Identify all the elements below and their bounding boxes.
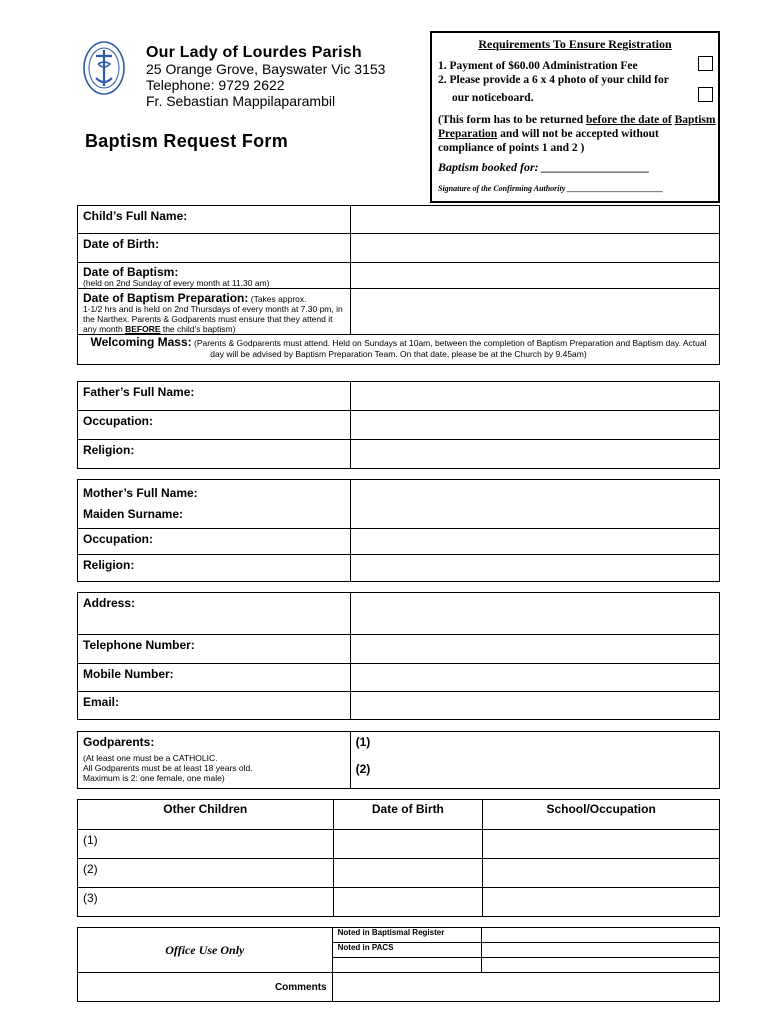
table-row[interactable]: (2) xyxy=(78,859,334,888)
noted-pacs-label: Noted in PACS xyxy=(332,943,482,958)
mother-religion-label: Religion: xyxy=(78,555,351,582)
email-field[interactable] xyxy=(350,692,719,720)
father-name-field[interactable] xyxy=(350,382,719,411)
father-religion-label: Religion: xyxy=(78,440,351,469)
child-section xyxy=(77,205,720,365)
mother-name-cell: Mother’s Full Name: Maiden Surname: xyxy=(78,480,351,529)
comments-field[interactable] xyxy=(332,973,719,1002)
requirement-fee: 1. Payment of $60.00 Administration Fee xyxy=(438,60,638,72)
mobile-label: Mobile Number: xyxy=(78,664,351,692)
contact-section xyxy=(77,592,720,720)
godparents-section xyxy=(77,731,720,789)
parish-address: 25 Orange Grove, Bayswater Vic 3153 xyxy=(146,61,386,77)
photo-checkbox[interactable] xyxy=(698,87,713,102)
table-cell[interactable] xyxy=(333,888,483,917)
table-cell[interactable] xyxy=(333,830,483,859)
parish-priest: Fr. Sebastian Mappilaparambil xyxy=(146,93,336,109)
child-dob-label: Date of Birth: xyxy=(78,234,351,263)
address-label: Address: xyxy=(78,593,351,635)
mother-section xyxy=(77,479,720,582)
requirements-box xyxy=(430,31,720,203)
parish-logo-icon xyxy=(82,40,126,96)
table-row[interactable]: (3) xyxy=(78,888,334,917)
mother-religion-field[interactable] xyxy=(350,555,719,582)
form-title: Baptism Request Form xyxy=(85,131,289,151)
godparents-fields[interactable]: (1) (2) xyxy=(350,732,719,789)
other-children-table xyxy=(77,799,720,917)
telephone-label: Telephone Number: xyxy=(78,635,351,664)
requirements-title: Requirements To Ensure Registration xyxy=(478,37,672,51)
office-blank[interactable] xyxy=(482,958,720,973)
requirement-photo-cont: our noticeboard. xyxy=(452,92,534,104)
table-row[interactable]: (1) xyxy=(78,830,334,859)
baptism-booked-for[interactable]: Baptism booked for: __________________ xyxy=(438,160,650,174)
office-blank[interactable] xyxy=(332,958,482,973)
baptism-date-cell: Date of Baptism: (held on 2nd Sunday of every month at 11.30 am) xyxy=(78,263,351,289)
welcoming-mass: Welcoming Mass: (Parents & Godparents must attend. Held on Sundays at 10am, between the completion of Baptism Preparation and Baptism day. Actual day will be advised by Baptism Preparation Team. On that date, please be at the Church by 9.45am) xyxy=(78,335,720,365)
father-occupation-field[interactable] xyxy=(350,411,719,440)
father-religion-field[interactable] xyxy=(350,440,719,469)
parish-telephone: Telephone: 9729 2622 xyxy=(146,77,285,93)
other-children-header: Other Children xyxy=(78,800,334,830)
table-cell[interactable] xyxy=(333,859,483,888)
mobile-field[interactable] xyxy=(350,664,719,692)
confirming-signature[interactable]: Signature of the Confirming Authority ________________________ xyxy=(438,184,664,193)
telephone-field[interactable] xyxy=(350,635,719,664)
email-label: Email: xyxy=(78,692,351,720)
table-cell[interactable] xyxy=(483,830,720,859)
child-name-field[interactable] xyxy=(350,206,719,234)
noted-register-label: Noted in Baptismal Register xyxy=(332,928,482,943)
school-header: School/Occupation xyxy=(483,800,720,830)
table-cell[interactable] xyxy=(483,888,720,917)
noted-pacs-field[interactable] xyxy=(482,943,720,958)
mother-occupation-label: Occupation: xyxy=(78,529,351,555)
prep-date-field[interactable] xyxy=(350,289,719,335)
child-name-label: Child’s Full Name: xyxy=(78,206,351,234)
noted-register-field[interactable] xyxy=(482,928,720,943)
fee-checkbox[interactable] xyxy=(698,56,713,71)
comments-label: Comments xyxy=(78,973,333,1002)
address-field[interactable] xyxy=(350,593,719,635)
mother-occupation-field[interactable] xyxy=(350,529,719,555)
godparents-cell: Godparents: (At least one must be a CATHOLIC. All Godparents must be at least 18 years old. Maximum is 2: one female, one male) xyxy=(78,732,351,789)
requirements-note: (This form has to be returned before the date of Baptism Preparation and will not be accepted without compliance of points 1 and 2 ) xyxy=(438,114,716,154)
table-cell[interactable] xyxy=(483,859,720,888)
prep-date-cell: Date of Baptism Preparation: (Takes approx. 1-1/2 hrs and is held on 2nd Thursdays of every month at 7.30 pm, in the Narthex. Parents & Godparents must ensure that they attend it any month BEFORE the child’s baptism) xyxy=(78,289,351,335)
office-use-label: Office Use Only xyxy=(78,928,333,973)
child-dob-field[interactable] xyxy=(350,234,719,263)
office-use-table xyxy=(77,927,720,1002)
mother-name-field[interactable] xyxy=(350,480,719,529)
dob-header: Date of Birth xyxy=(333,800,483,830)
father-occupation-label: Occupation: xyxy=(78,411,351,440)
baptism-date-field[interactable] xyxy=(350,263,719,289)
parish-name: Our Lady of Lourdes Parish xyxy=(146,44,362,61)
requirement-photo: 2. Please provide a 6 x 4 photo of your child for xyxy=(438,74,669,86)
father-name-label: Father’s Full Name: xyxy=(78,382,351,411)
father-section xyxy=(77,381,720,469)
